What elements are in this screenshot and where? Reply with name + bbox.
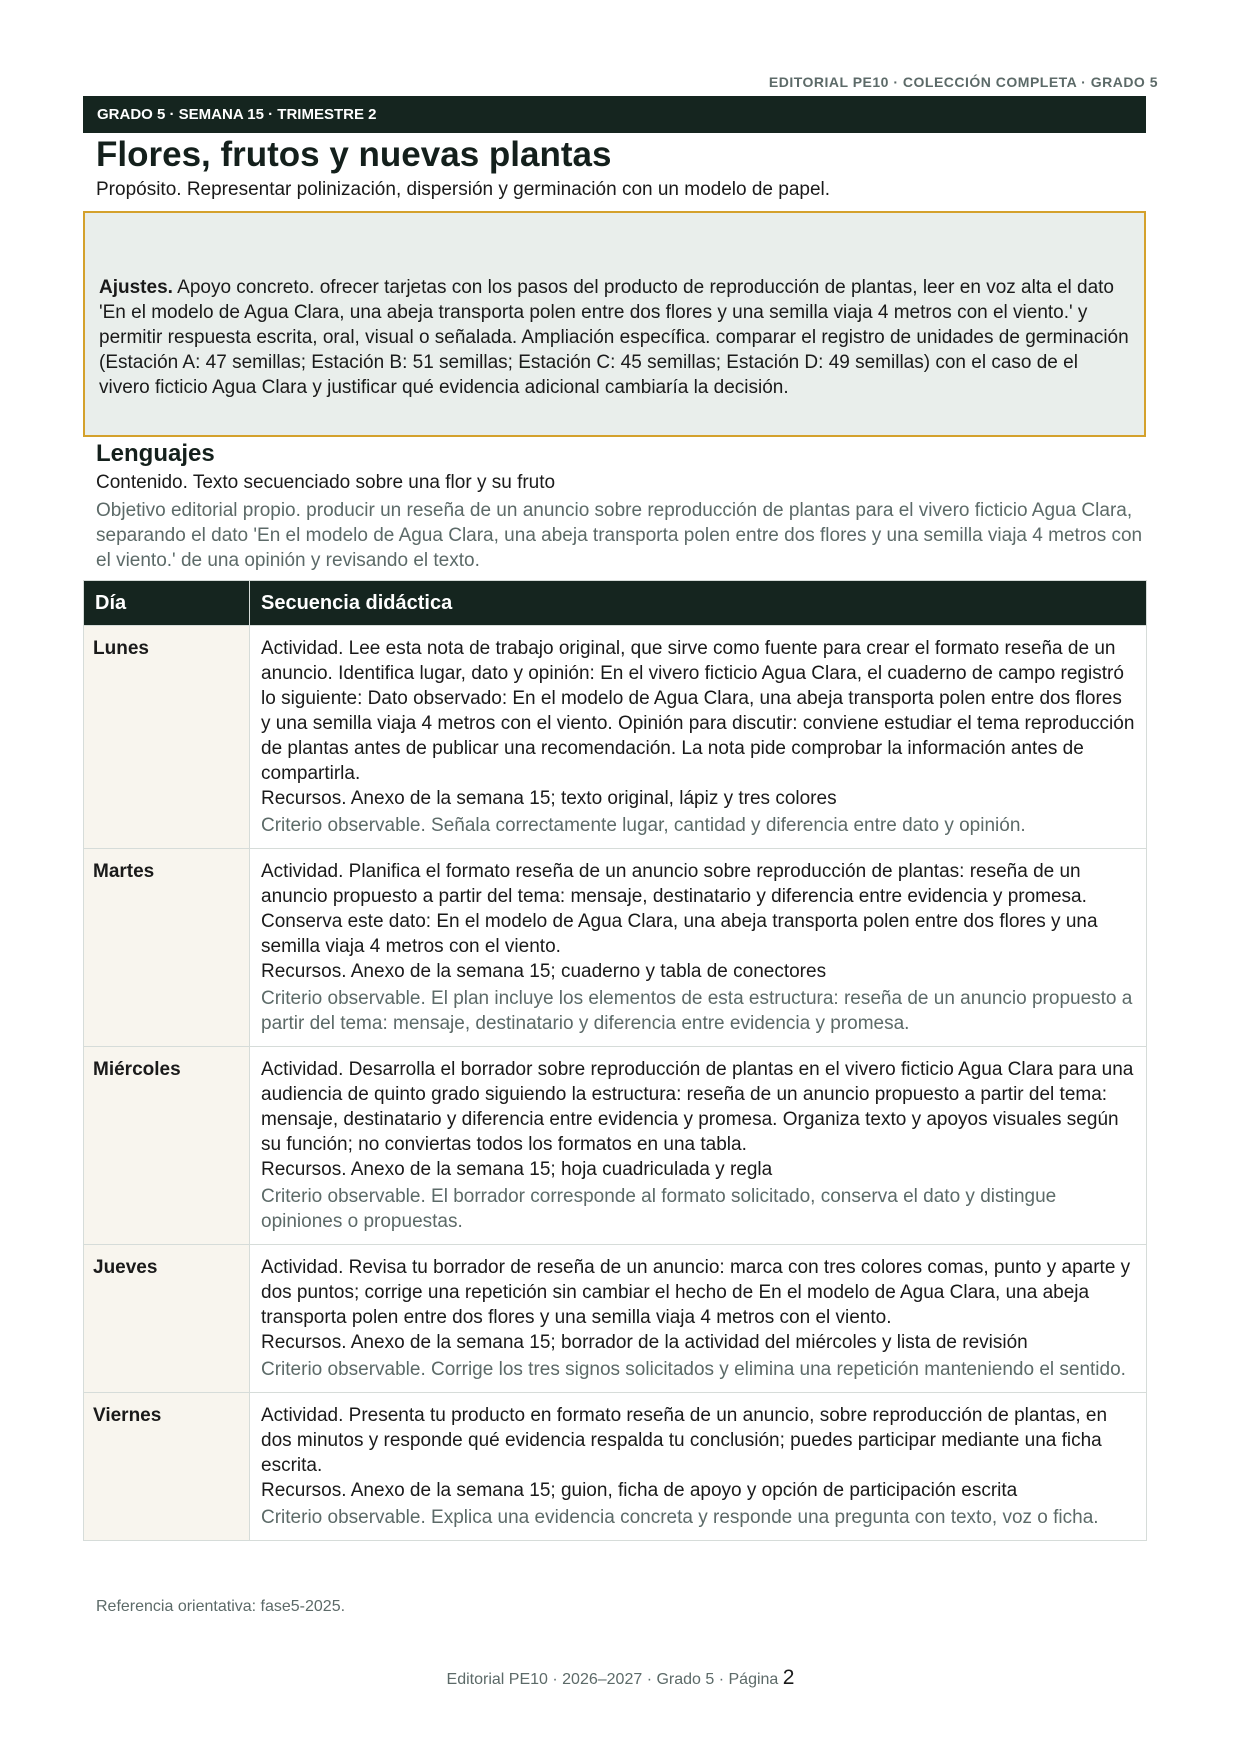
table-row (84, 1245, 1147, 1393)
day-cell: Jueves (84, 1245, 250, 1393)
adjustments-box (83, 211, 1146, 437)
resources-text: Recursos. Anexo de la semana 15; hoja cuadriculada y regla (261, 1159, 773, 1180)
reference-note: Referencia orientativa: fase5-2025. (96, 1598, 346, 1615)
footer-text: Editorial PE10 · 2026–2027 · Grado 5 · Página (446, 1671, 779, 1688)
page-title: Flores, frutos y nuevas plantas (96, 135, 612, 174)
section-title: Lenguajes (96, 440, 215, 467)
resources-text: Recursos. Anexo de la semana 15; borrador de la actividad del miércoles y lista de revisión (261, 1332, 1028, 1353)
criterion-text: Criterio observable. Corrige los tres signos solicitados y elimina una repetición manteniendo el sentido. (261, 1359, 1126, 1380)
didactic-sequence-table (83, 580, 1147, 1541)
purpose-line: Propósito. Representar polinización, dispersión y germinación con un modelo de papel. (96, 179, 831, 200)
table-row (84, 1047, 1147, 1245)
adjustments-text: Apoyo concreto. ofrecer tarjetas con los pasos del producto de reproducción de plantas, leer en voz alta el dato 'En el modelo de Agua Clara, una abeja transporta polen entre dos flores y una semilla viaja 4 metros con el viento.' y permitir respuesta escrita, oral, visual o señalada. Ampliación específica. comparar el registro de unidades de germinación (Estación A: 47 semillas; Estación B: 51 semillas; Estación C: 45 semillas; Estación D: 49 semillas) con el caso de el vivero ficticio Agua Clara y justificar qué evidencia adicional cambiaría la decisión. (99, 277, 1129, 398)
criterion-text: Criterio observable. Explica una evidencia concreta y responde una pregunta con texto, voz o ficha. (261, 1507, 1099, 1528)
content-line: Contenido. Texto secuenciado sobre una flor y su fruto (96, 472, 556, 493)
activity-text: Actividad. Desarrolla el borrador sobre reproducción de plantas en el vivero ficticio Agua Clara para una audiencia de quinto grado siguiendo la estructura: reseña de un anuncio propuesto a partir del tema: mensaje, destinatario y diferencia entre evidencia y promesa. Organiza texto y apoyos visuales según su función; no conviertas todos los formatos en una tabla. (261, 1059, 1134, 1155)
activity-text: Actividad. Lee esta nota de trabajo original, que sirve como fuente para crear el formato reseña de un anuncio. Identifica lugar, dato y opinión: En el vivero ficticio Agua Clara, el cuaderno de campo registró lo siguiente: Dato observado: En el modelo de Agua Clara, una abeja transporta polen entre dos flores y una semilla viaja 4 metros con el viento. Opinión para discutir: conviene estudiar el tema reproducción de plantas antes de publicar una recomendación. La nota pide comprobar la información antes de compartirla. (261, 638, 1135, 784)
publisher-header: EDITORIAL PE10 · COLECCIÓN COMPLETA · GRADO 5 (768, 74, 1158, 90)
criterion-text: Criterio observable. Señala correctamente lugar, cantidad y diferencia entre dato y opinión. (261, 815, 1026, 836)
page-footer (0, 1666, 1241, 1690)
table-row (84, 1393, 1147, 1541)
criterion-text: Criterio observable. El borrador corresponde al formato solicitado, conserva el dato y distingue opiniones o propuestas. (261, 1186, 1057, 1232)
grade-week-bar: GRADO 5 · SEMANA 15 · TRIMESTRE 2 (83, 96, 1146, 133)
adjustments-label: Ajustes. (99, 277, 173, 298)
sequence-cell (250, 1393, 1147, 1541)
criterion-text: Criterio observable. El plan incluye los elementos de esta estructura: reseña de un anuncio propuesto a partir del tema: mensaje, destinatario y diferencia entre evidencia y promesa. (261, 988, 1133, 1034)
column-header-sequence: Secuencia didáctica (250, 581, 1147, 626)
sequence-cell (250, 849, 1147, 1047)
activity-text: Actividad. Revisa tu borrador de reseña de un anuncio: marca con tres colores comas, punto y aparte y dos puntos; corrige una repetición sin cambiar el hecho de En el modelo de Agua Clara, una abeja transporta polen entre dos flores y una semilla viaja 4 metros con el viento. (261, 1257, 1131, 1328)
day-cell: Viernes (84, 1393, 250, 1541)
table-row (84, 849, 1147, 1047)
page-number: 2 (782, 1666, 795, 1689)
objective-text: Objetivo editorial propio. producir un reseña de un anuncio sobre reproducción de plantas para el vivero ficticio Agua Clara, separando el dato 'En el modelo de Agua Clara, una abeja transporta polen entre dos flores y una semilla viaja 4 metros con el viento.' de una opinión y revisando el texto. (96, 500, 1143, 571)
sequence-cell (250, 1047, 1147, 1245)
resources-text: Recursos. Anexo de la semana 15; cuaderno y tabla de conectores (261, 961, 827, 982)
sequence-cell (250, 626, 1147, 849)
activity-text: Actividad. Presenta tu producto en formato reseña de un anuncio, sobre reproducción de plantas, en dos minutos y responde qué evidencia respalda tu conclusión; puedes participar mediante una ficha escrita. (261, 1405, 1108, 1476)
table-row (84, 626, 1147, 849)
day-cell: Martes (84, 849, 250, 1047)
sequence-cell (250, 1245, 1147, 1393)
table-header-row (84, 581, 1147, 626)
day-cell: Lunes (84, 626, 250, 849)
activity-text: Actividad. Planifica el formato reseña de un anuncio sobre reproducción de plantas: reseña de un anuncio propuesto a partir del tema: mensaje, destinatario y diferencia entre evidencia y promesa. Conserva este dato: En el modelo de Agua Clara, una abeja transporta polen entre dos flores y una semilla viaja 4 metros con el viento. (261, 861, 1098, 957)
day-cell: Miércoles (84, 1047, 250, 1245)
column-header-day: Día (84, 581, 250, 626)
resources-text: Recursos. Anexo de la semana 15; guion, ficha de apoyo y opción de participación escrita (261, 1480, 1018, 1501)
resources-text: Recursos. Anexo de la semana 15; texto original, lápiz y tres colores (261, 788, 837, 809)
